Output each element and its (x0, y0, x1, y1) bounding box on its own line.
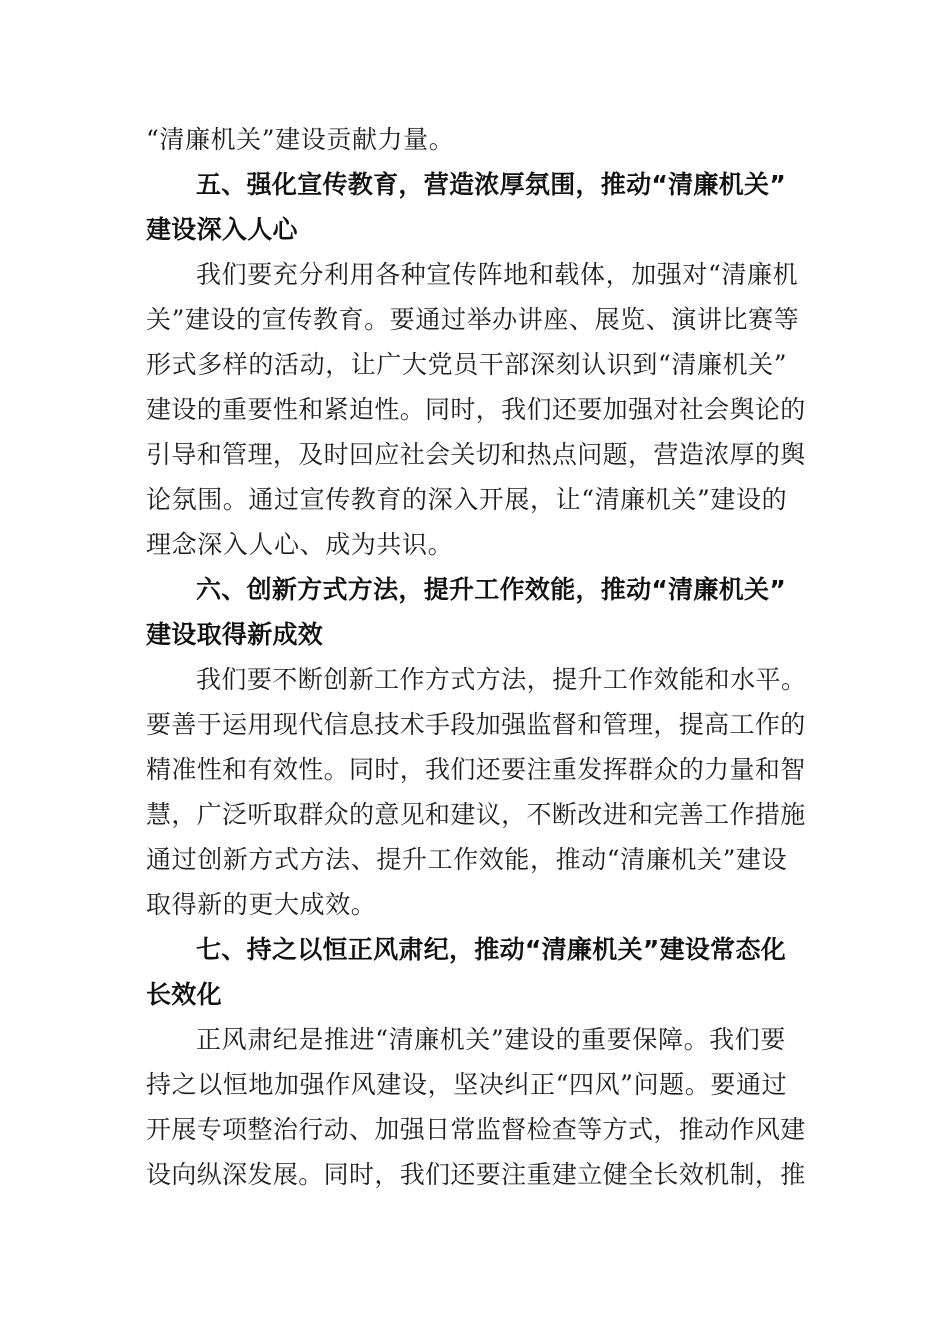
paragraph-line: 开展专项整治行动、加强日常监督检查等方式，推动作风建 (146, 1115, 806, 1144)
paragraph-line: 我们要充分利用各种宣传阵地和载体，加强对“清廉机 (196, 260, 799, 289)
paragraph-line: 形式多样的活动，让广大党员干部深刻认识到“清廉机关” (146, 350, 788, 379)
paragraph-line: 建设的重要性和紧迫性。同时，我们还要加强对社会舆论的 (146, 395, 806, 424)
paragraph-line: 关”建设的宣传教育。要通过举办讲座、展览、演讲比赛等 (146, 305, 800, 334)
section-heading-7-cont: 长效化 (146, 980, 222, 1009)
paragraph-line: 引导和管理，及时回应社会关切和热点问题，营造浓厚的舆 (146, 440, 806, 469)
paragraph-line: 慧，广泛听取群众的意见和建议，不断改进和完善工作措施 (146, 800, 806, 829)
paragraph-line: 通过创新方式方法、提升工作效能，推动“清廉机关”建设 (146, 845, 788, 874)
paragraph-line: 持之以恒地加强作风建设，坚决纠正“四风”问题。要通过 (146, 1070, 788, 1099)
section-heading-6: 六、创新方式方法，提升工作效能，推动“清廉机关” (196, 575, 787, 604)
paragraph-line: 设向纵深发展。同时，我们还要注重建立健全长效机制，推 (146, 1160, 806, 1189)
section-heading-5: 五、强化宣传教育，营造浓厚氛围，推动“清廉机关” (196, 170, 787, 199)
paragraph-line: 要善于运用现代信息技术手段加强监督和管理，提高工作的 (146, 710, 806, 739)
paragraph-line: 理念深入人心、成为共识。 (146, 530, 454, 559)
paragraph-line: “清廉机关”建设贡献力量。 (146, 125, 455, 154)
paragraph-line: 我们要不断创新工作方式方法，提升工作效能和水平。 (196, 665, 807, 694)
paragraph-line: 论氛围。通过宣传教育的深入开展，让“清廉机关”建设的 (146, 485, 788, 514)
section-heading-5-cont: 建设深入人心 (146, 215, 298, 244)
section-heading-6-cont: 建设取得新成效 (146, 620, 324, 649)
paragraph-line: 取得新的更大成效。 (146, 890, 377, 919)
paragraph-line: 正风肃纪是推进“清廉机关”建设的重要保障。我们要 (196, 1025, 786, 1054)
paragraph-line: 精准性和有效性。同时，我们还要注重发挥群众的力量和智 (146, 755, 806, 784)
section-heading-7: 七、持之以恒正风肃纪，推动“清廉机关”建设常态化 (196, 935, 787, 964)
